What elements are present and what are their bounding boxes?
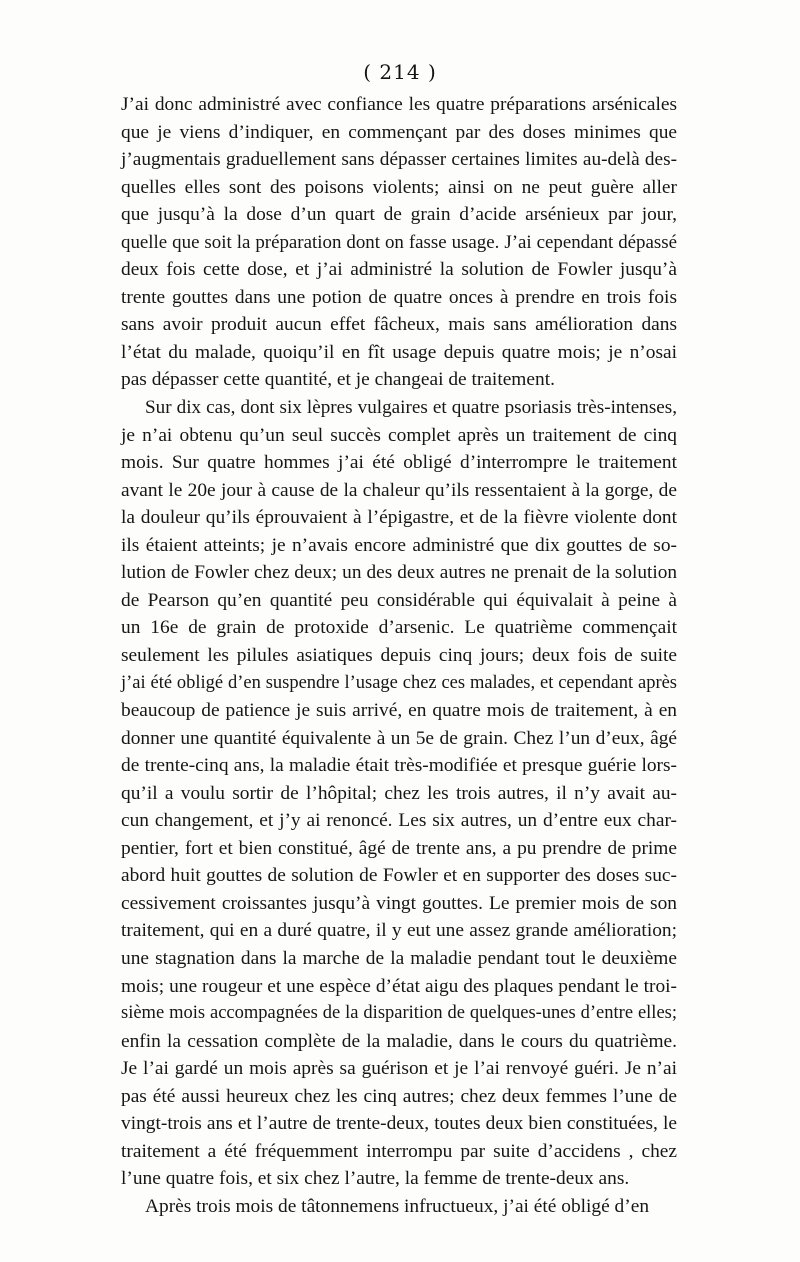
text-line: quelles elles sont des poisons violents; ainsi on ne peut guère aller	[121, 176, 677, 198]
text-line: de Pearson qu’en quantité peu considérable qui équivalait à peine à	[121, 589, 677, 611]
text-line: mois. Sur quatre hommes j’ai été obligé d’interrompre le traitement	[121, 452, 677, 474]
text-line: vingt-trois ans et l’autre de trente-deux, toutes deux bien constituées, le	[121, 1113, 677, 1135]
text-line: Sur dix cas, dont six lèpres vulgaires et quatre psoriasis très-intenses,	[145, 397, 677, 419]
text-line: sième mois accompagnées de la disparition de quelques-unes d’entre elles;	[121, 1003, 677, 1024]
text-line: seulement les pilules asiatiques depuis cinq jours; deux fois de suite	[121, 644, 677, 666]
text-line: que je viens d’indiquer, en commençant par des doses minimes que	[121, 121, 677, 143]
text-line: l’une quatre fois, et six chez l’autre, la femme de trente-deux ans.	[121, 1168, 630, 1190]
body-text	[121, 91, 677, 1220]
paragraph	[121, 394, 677, 1193]
text-line: qu’il a voulu sortir de l’hôpital; chez les trois autres, il n’y avait au-	[121, 782, 677, 804]
text-line: un 16e de grain de protoxide d’arsenic. Le quatrième commençait	[121, 617, 677, 639]
page-number: ( 214 )	[363, 60, 437, 84]
text-line: sans avoir produit aucun effet fâcheux, mais sans amélioration dans	[121, 314, 677, 336]
text-line: une stagnation dans la marche de la maladie pendant tout le deuxième	[121, 947, 677, 969]
text-line: je n’ai obtenu qu’un seul succès complet après un traitement de cinq	[121, 424, 677, 446]
text-line: Je l’ai gardé un mois après sa guérison et je l’ai renvoyé guéri. Je n’ai	[121, 1058, 677, 1080]
text-line: deux fois cette dose, et j’ai administré la solution de Fowler jusqu’à	[121, 259, 677, 281]
text-line: pas dépasser cette quantité, et je changeai de traitement.	[121, 369, 555, 391]
text-line: ils étaient atteints; je n’avais encore administré que dix gouttes de so-	[121, 534, 677, 556]
text-line: beaucoup de patience je suis arrivé, en quatre mois de traitement, à en	[121, 700, 677, 722]
text-line: pas été aussi heureux chez les cinq autres; chez deux femmes l’une de	[121, 1085, 677, 1107]
text-line: abord huit gouttes de solution de Fowler et en supporter des doses suc-	[121, 865, 677, 887]
text-line: traitement, qui en a duré quatre, il y eut une assez grande amélioration;	[121, 920, 677, 942]
text-line: pentier, fort et bien constitué, âgé de trente ans, a pu prendre de prime	[121, 837, 677, 859]
text-line: enfin la cessation complète de la maladie, dans le cours du quatrième.	[121, 1030, 677, 1052]
text-line: trente gouttes dans une potion de quatre onces à prendre en trois fois	[121, 286, 677, 308]
text-line: l’état du malade, quoiqu’il en fît usage depuis quatre mois; je n’osai	[121, 341, 677, 363]
paragraph	[121, 91, 677, 394]
text-line: quelle que soit la préparation dont on fasse usage. J’ai cependant dépassé	[121, 231, 677, 253]
text-line: j’augmentais graduellement sans dépasser certaines limites au-delà des-	[121, 149, 677, 171]
text-line: mois; une rougeur et une espèce d’état aigu des plaques pendant le troi-	[121, 975, 677, 997]
text-line: cessivement croissantes jusqu’à vingt gouttes. Le premier mois de son	[121, 892, 677, 914]
text-line: donner une quantité équivalente à un 5e de grain. Chez l’un d’eux, âgé	[121, 727, 677, 749]
text-line: J’ai donc administré avec confiance les quatre préparations arsénicales	[121, 94, 677, 115]
text-line: cun changement, et j’y ai renoncé. Les six autres, un d’entre eux char-	[121, 810, 677, 832]
text-line: traitement a été fréquemment interrompu par suite d’accidens , chez	[121, 1140, 677, 1162]
text-line: Après trois mois de tâtonnemens infructueux, j’ai été obligé d’en	[145, 1195, 650, 1217]
text-line: que jusqu’à la dose d’un quart de grain d’acide arsénieux par jour,	[121, 204, 677, 226]
text-line: j’ai été obligé d’en suspendre l’usage chez ces malades, et cependant après	[121, 672, 677, 693]
paragraph	[121, 1193, 677, 1221]
text-line: avant le 20e jour à cause de la chaleur qu’ils ressentaient à la gorge, de	[121, 479, 677, 501]
text-line: de trente-cinq ans, la maladie était très-modifiée et presque guérie lors-	[121, 755, 677, 777]
text-line: la douleur qu’ils éprouvaient à l’épigastre, et de la fièvre violente dont	[121, 507, 677, 529]
text-line: lution de Fowler chez deux; un des deux autres ne prenait de la solution	[121, 562, 677, 584]
